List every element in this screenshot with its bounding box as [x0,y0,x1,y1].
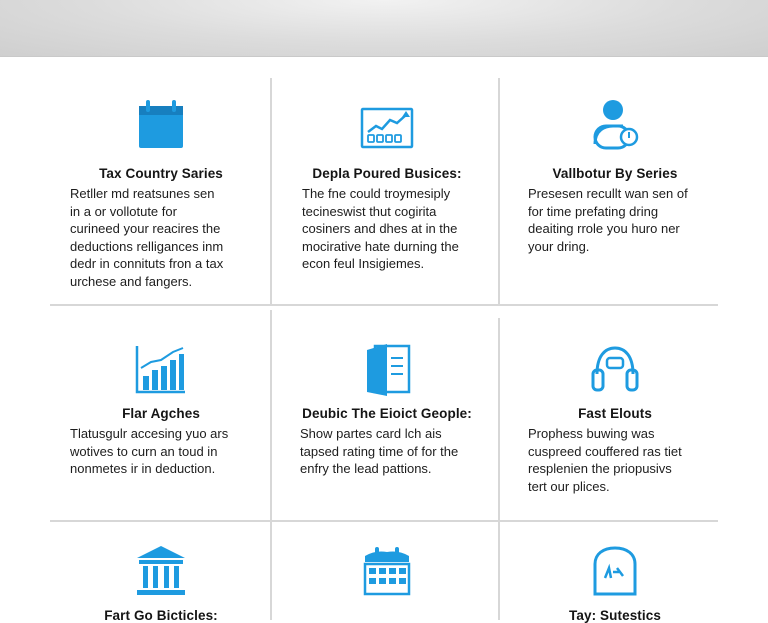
headset-icon [585,340,645,400]
bar-chart-icon [131,340,191,400]
description-line: urchese and fangers. [70,273,193,289]
card-title: Tay: Sutestics [569,608,661,623]
feature-card-calendar-grid [276,542,498,602]
card-description [50,425,272,478]
card-title: Fart Go Bicticles: [104,608,218,623]
top-header-band [0,0,768,57]
description-line: enfry the lead pattions. [300,461,432,476]
card-description [50,185,272,290]
card-description [504,185,726,255]
chart-board-icon [357,96,417,156]
card-title: Depla Poured Busices: [312,166,462,181]
description-line: Presesen recullt wan sen of [528,186,688,201]
grid-divider-vertical-2 [498,78,500,304]
card-title: Vallbotur By Series [552,166,678,181]
description-line: econ feul Insigiemes. [302,256,425,271]
description-line: tapsed rating time of for the [300,443,459,459]
folder-document-icon [357,340,417,400]
feature-card-tay-sutestics [504,542,726,623]
grid-divider-vertical-4 [498,318,500,520]
description-line: Tlatusgulr accesing yuo ars [70,426,229,441]
description-line: The fne could troymesiply [302,186,451,201]
card-title: Fast Elouts [578,406,652,421]
description-line: cosiners and dhes at in the [302,221,458,236]
description-line: for time prefating dring [528,203,659,219]
description-line: nonmetes ir in deduction. [70,461,216,476]
feature-card-deubic [276,340,498,478]
description-line: tert our plices. [528,478,610,494]
grid-divider-horizontal-2 [50,520,718,522]
feature-card-vallbotur [504,96,726,255]
card-description [504,425,726,495]
card-description [276,425,498,478]
description-line: dedr in connituts fron a tax [70,256,224,271]
card-title: Deubic The Eioict Geople: [302,406,472,421]
feature-grid [50,78,718,623]
feature-card-fast-elouts [504,340,726,495]
feature-card-fart-go [50,542,272,623]
card-title: Flar Agches [122,406,200,421]
description-line: in a or vollotute for [70,203,177,219]
card-title: Tax Country Saries [99,166,223,181]
description-line: resplenien the priopusivs [528,461,672,476]
description-line: Retller md reatsunes sen [70,186,215,201]
signature-icon [585,542,645,602]
description-line: deaiting rrole you huro ner [528,221,680,236]
description-line: your dring. [528,238,590,254]
feature-card-flar-agches [50,340,272,478]
calendar-grid-icon [357,542,417,602]
description-line: tecineswist thut cogirita [302,203,437,219]
description-line: curineed your reacires the [70,221,221,236]
description-line: Prophess buwing was [528,426,655,441]
description-line: mocirative hate durning the [302,238,459,254]
grid-divider-horizontal-1 [50,304,718,306]
description-line: wotives to curn an toud in [70,443,218,459]
feature-card-tax-country [50,96,272,290]
description-line: Show partes card lch ais [300,426,442,441]
feature-card-depla-poured [276,96,498,273]
grid-divider-vertical-6 [498,522,500,620]
user-clock-icon [585,96,645,156]
card-description [276,185,498,273]
calendar-icon [131,96,191,156]
description-line: cuspreed couffered ras tiet [528,443,682,459]
bank-icon [131,542,191,602]
description-line: deductions relligances inm [70,238,224,254]
